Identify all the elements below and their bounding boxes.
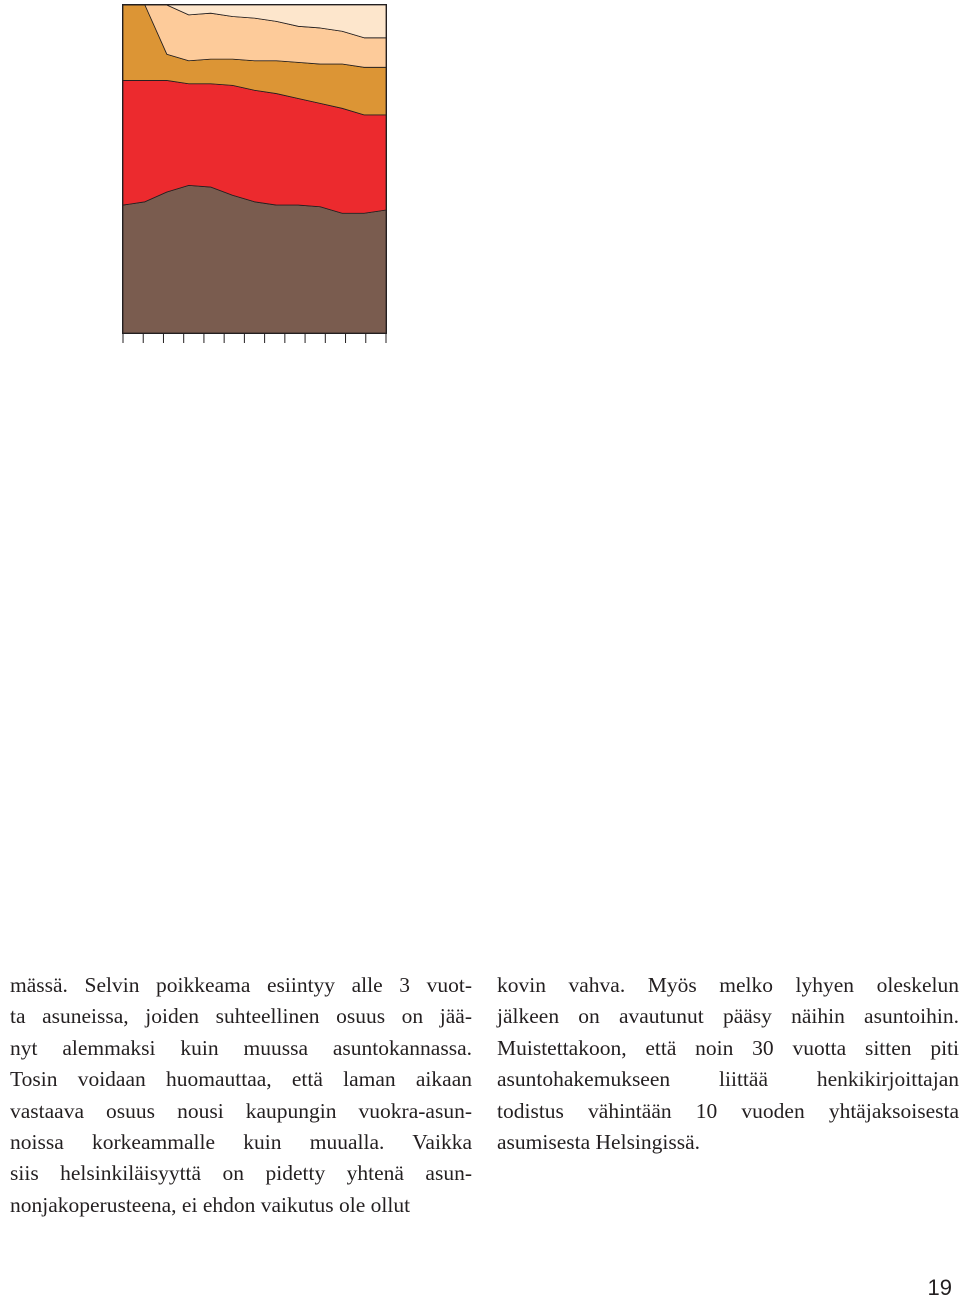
page-number: 19 (927, 1275, 952, 1300)
text-line: Muistettakoon, että noin 30 vuotta sitten piti (497, 1035, 959, 1060)
text-column-right (497, 970, 959, 1158)
text-line: Tosin voidaan huomauttaa, että laman aikaan (10, 1067, 472, 1092)
text-line: jälkeen on avautunut pääsy näihin asuntoihin. (497, 1004, 959, 1029)
text-line: asuntohakemukseen liittää henkikirjoittajan (497, 1067, 959, 1092)
text-line: kovin vahva. Myös melko lyhyen oleskelun (497, 973, 959, 997)
text-line: asumisesta Helsingissä. (497, 1130, 701, 1155)
text-line: nonjakoperusteena, ei ehdon vaikutus ole ollut (10, 1192, 411, 1217)
text-line: siis helsinkiläisyyttä on pidetty yhtenä asun- (10, 1161, 472, 1186)
chart-area-layers (123, 5, 386, 333)
x-axis-ticks (123, 333, 386, 343)
text-line: noissa korkeammalle kuin muualla. Vaikka (10, 1130, 472, 1155)
text-line: nyt alemmaksi kuin muussa asuntokannassa. (10, 1035, 472, 1060)
text-column-left (10, 970, 472, 1221)
text-line: ta asuneissa, joiden suhteellinen osuus on jää- (10, 1004, 472, 1029)
stacked-area-chart (118, 0, 390, 346)
text-line: mässä. Selvin poikkeama esiintyy alle 3 vuot- (10, 973, 472, 997)
text-line: todistus vähintään 10 vuoden yhtäjaksoisesta (497, 1098, 959, 1123)
text-line: vastaava osuus nousi kaupungin vuokra-asun- (10, 1098, 472, 1123)
